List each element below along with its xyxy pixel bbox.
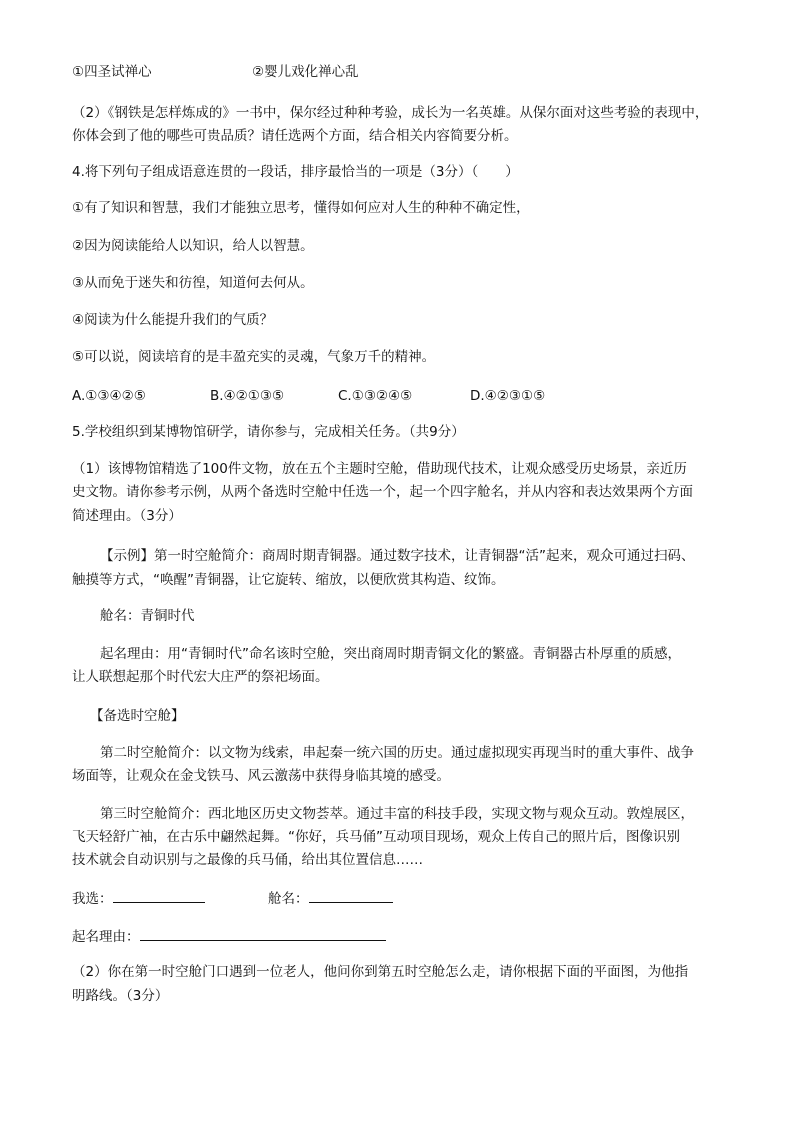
q3-sub2-line2: 你体会到了他的哪些可贵品质？请任选两个方面，结合相关内容简要分析。	[72, 128, 518, 144]
q4-sentence-4: ④阅读为什么能提升我们的气质？	[72, 312, 274, 328]
q3-sub2-line1: （2）《钢铁是怎样炼成的》一书中，保尔经过种种考验，成长为一名英雄。从保尔面对这些考验的表现中，	[72, 105, 709, 121]
q5-stem: 5.学校组织到某博物馆研学，请你参与，完成相关任务。（共9分）	[72, 424, 465, 440]
example-intro-line1: 【示例】第一时空舱简介：商周时期青铜器。通过数字技术，让青铜器“活”起来，观众可通过扫码、	[100, 548, 695, 564]
q4-sentence-2: ②因为阅读能给人以知识，给人以智慧。	[72, 238, 314, 254]
example-name: 舱名：青铜时代	[100, 608, 195, 624]
answer-name-blank[interactable]	[309, 888, 393, 903]
answer-name-row	[268, 888, 393, 909]
example-intro-line2: 触摸等方式，“唤醒”青铜器，让它旋转、缩放，以便欣赏其构造、纹饰。	[72, 572, 505, 588]
q4-stem: 4.将下列句子组成语意连贯的一段话，排序最恰当的一项是（3分）（ ）	[72, 164, 519, 180]
q4-choice-c: C.①③②④⑤	[338, 388, 413, 404]
q4-choice-a: A.①③④②⑤	[72, 388, 146, 404]
answer-reason-row	[72, 926, 386, 947]
q3-option-1: ①四圣试禅心	[72, 64, 152, 80]
answer-reason-blank[interactable]	[140, 926, 386, 941]
q4-sentence-1: ①有了知识和智慧，我们才能独立思考，懂得如何应对人生的种种不确定性，	[72, 200, 530, 216]
q5-sub2-line2: 明路线。（3分）	[72, 988, 169, 1004]
q4-choice-b: B.④②①③⑤	[210, 388, 285, 404]
q3-option-2: ②婴儿戏化禅心乱	[252, 64, 359, 80]
q4-sentence-3: ③从而免于迷失和彷徨，知道何去何从。	[72, 275, 314, 291]
answer-reason-label: 起名理由：	[72, 929, 140, 945]
q5-sub1-line3: 简述理由。（3分）	[72, 508, 182, 524]
cabin3-line1: 第三时空舱简介：西北地区历史文物荟萃。通过丰富的科技手段，实现文物与观众互动。敦煌展区，	[100, 806, 694, 822]
q4-sentence-5: ⑤可以说，阅读培育的是丰盈充实的灵魂，气象万千的精神。	[72, 349, 436, 365]
q5-sub1-line1: （1）该博物馆精选了100件文物，放在五个主题时空舱，借助现代技术，让观众感受历史场景，亲近历	[72, 461, 687, 477]
answer-choice-blank[interactable]	[113, 888, 205, 903]
answer-name-label: 舱名：	[268, 891, 309, 907]
cabin3-line2: 飞天轻舒广袖，在古乐中翩然起舞。“你好，兵马俑”互动项目现场，观众上传自己的照片后，图像识别	[72, 829, 680, 845]
alternative-cabins-header: 【备选时空舱】	[90, 708, 185, 724]
answer-choice-row	[72, 888, 205, 909]
cabin2-line2: 场面等，让观众在金戈铁马、风云激荡中获得身临其境的感受。	[72, 768, 450, 784]
q4-choice-d: D.④②③①⑤	[470, 388, 546, 404]
answer-choice-label: 我选：	[72, 891, 113, 907]
q5-sub2-line1: （2）你在第一时空舱门口遇到一位老人，他问你到第五时空舱怎么走，请你根据下面的平面图，为他指	[72, 964, 689, 980]
q5-sub1-line2: 史文物。请你参考示例，从两个备选时空舱中任选一个，起一个四字舱名，并从内容和表达效果两个方面	[72, 484, 693, 500]
cabin3-line3: 技术就会自动识别与之最像的兵马俑，给出其位置信息……	[72, 852, 423, 868]
cabin2-line1: 第二时空舱简介：以文物为线索，串起秦一统六国的历史。通过虚拟现实再现当时的重大事件、战争	[100, 745, 694, 761]
example-reason-line1: 起名理由：用“青铜时代”命名该时空舱，突出商周时期青铜文化的繁盛。青铜器古朴厚重的质感，	[100, 646, 681, 662]
example-reason-line2: 让人联想起那个时代宏大庄严的祭祀场面。	[72, 669, 329, 685]
